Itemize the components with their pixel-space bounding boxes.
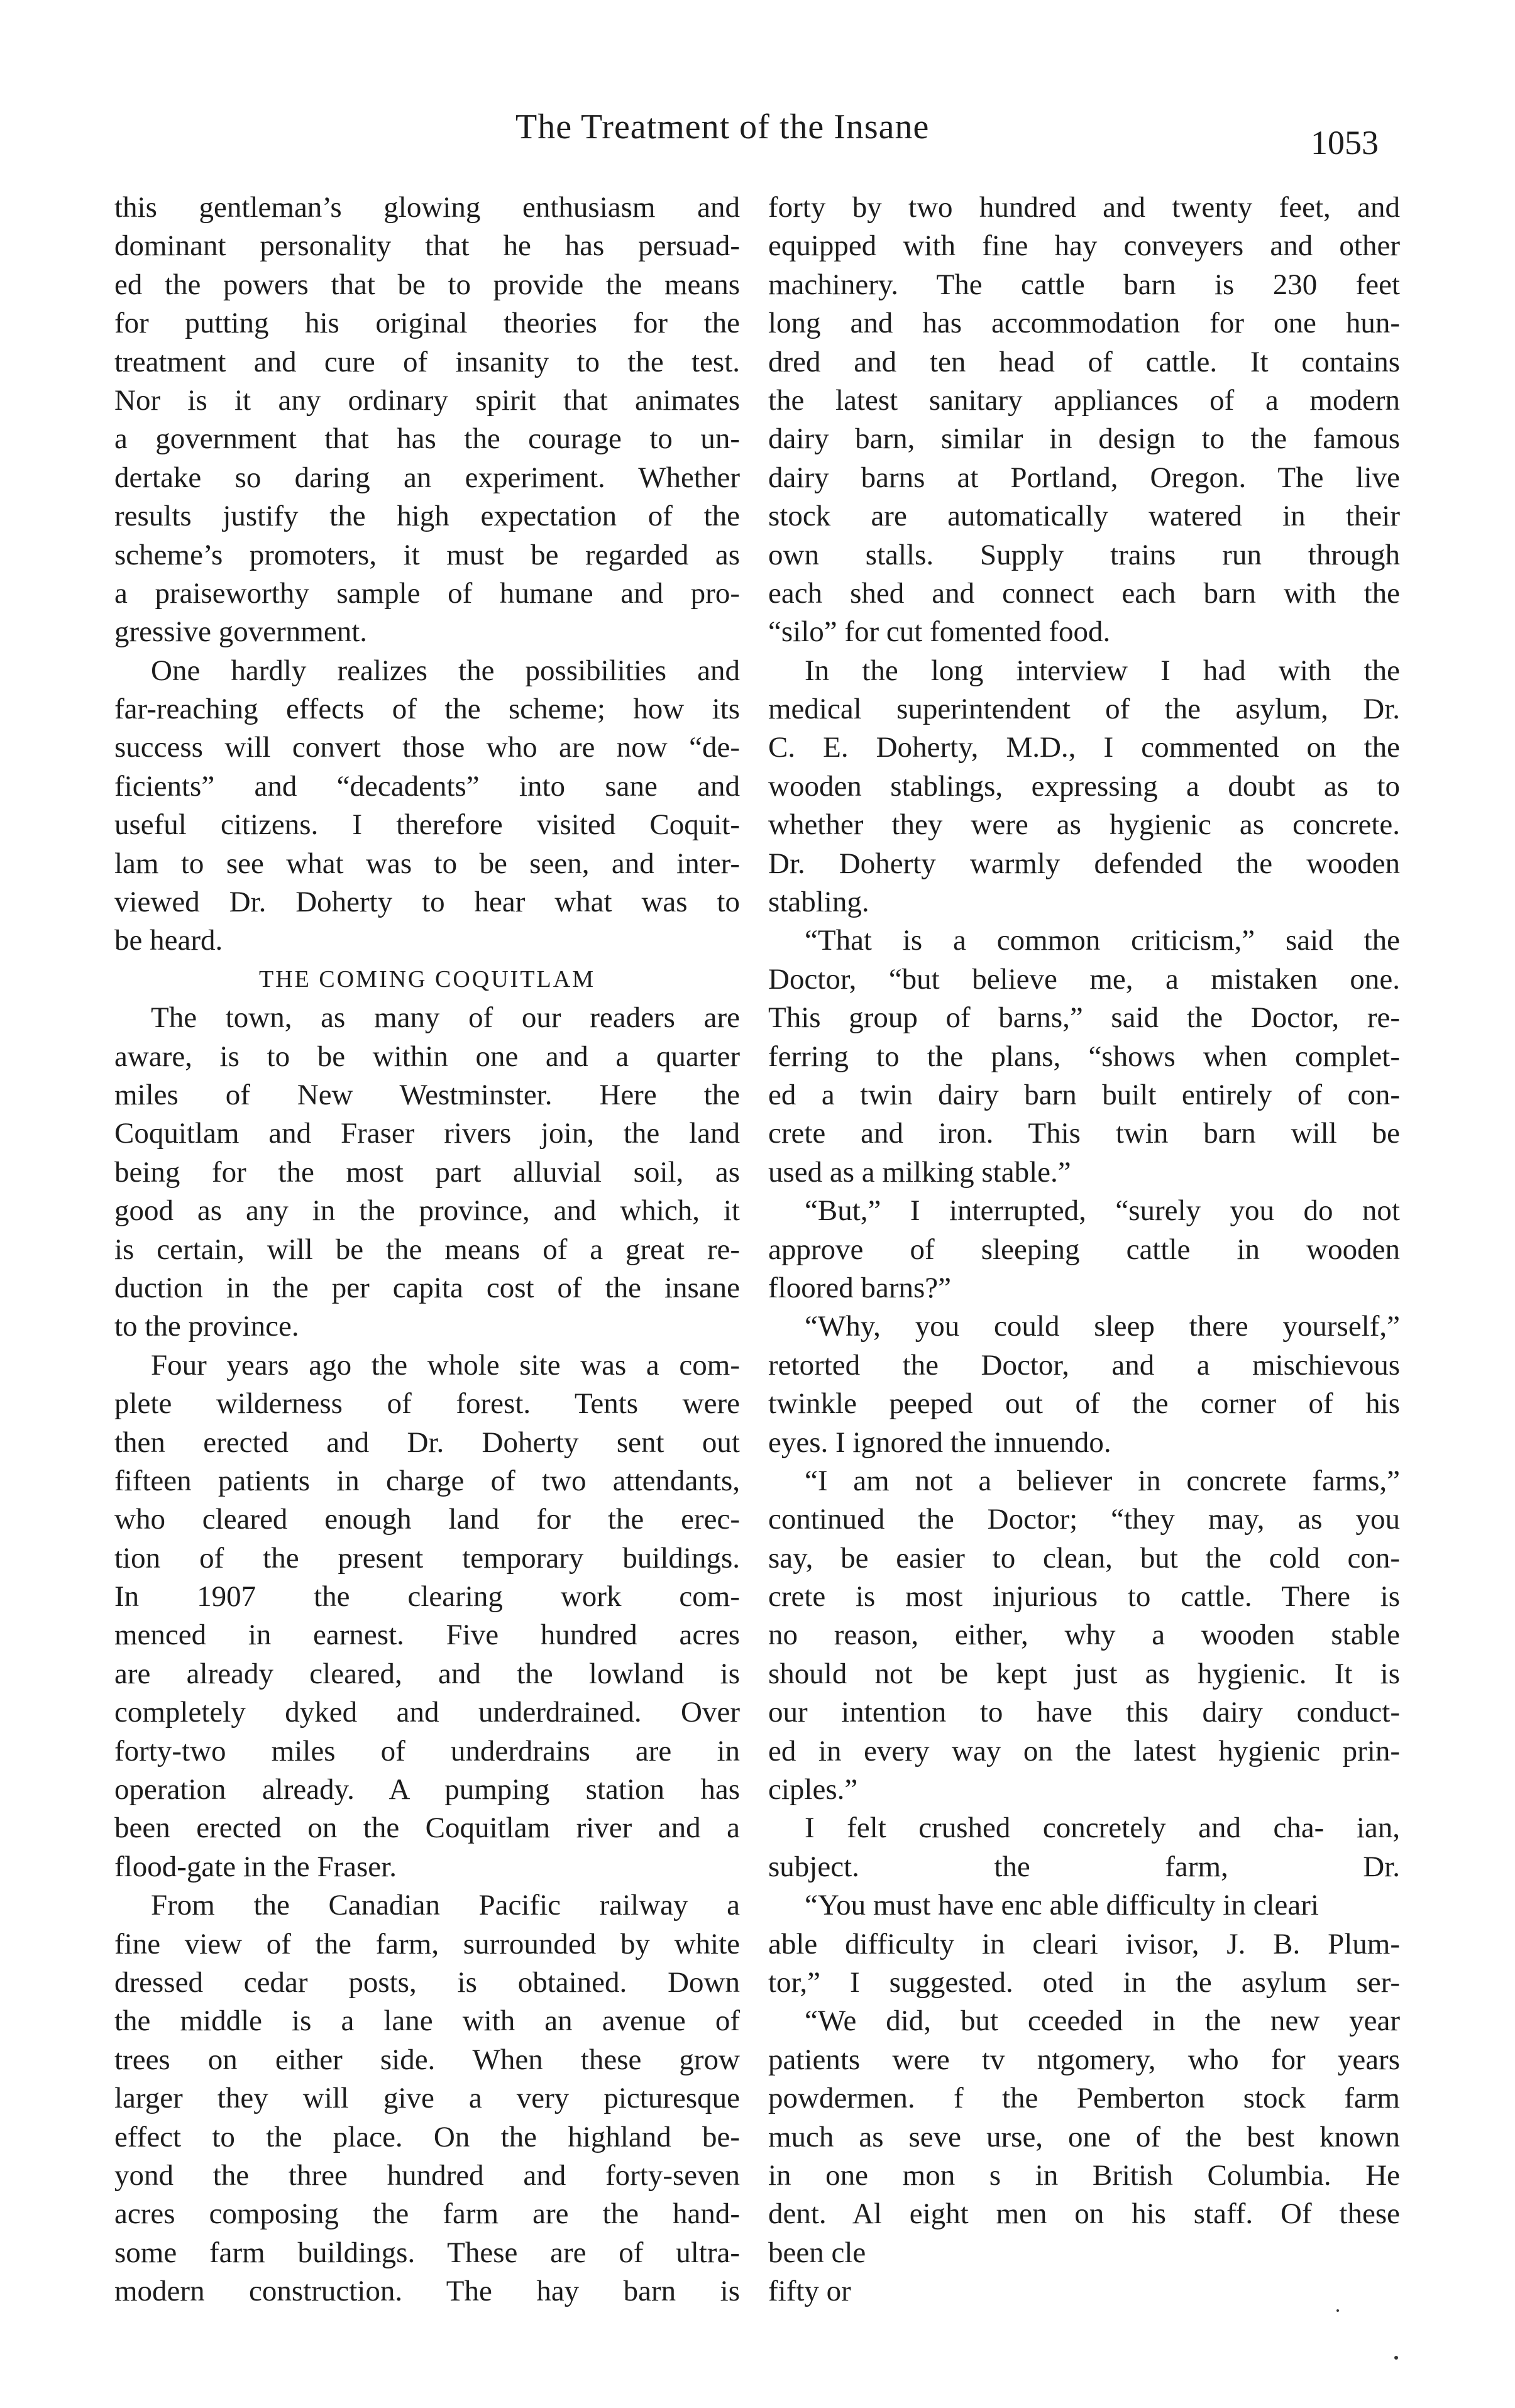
text-line: for putting his original theories for the bbox=[114, 307, 740, 340]
text-line: fifteen patients in charge of two attendants, bbox=[114, 1464, 740, 1497]
text-line: flood-gate in the Fraser. bbox=[114, 1850, 397, 1883]
text-line: being for the most part alluvial soil, as bbox=[114, 1155, 740, 1189]
text-line: treatment and cure of insanity to the test. bbox=[114, 345, 740, 378]
text-line: subject. the farm, Dr. bbox=[768, 1850, 1400, 1883]
text-line: able difficulty in cleari ivisor, J. B. Plum- bbox=[768, 1927, 1400, 1960]
text-line: C. E. Doherty, M.D., I commented on the bbox=[768, 731, 1400, 764]
text-line: aware, is to be within one and a quarter bbox=[114, 1040, 740, 1073]
text-line: be heard. bbox=[114, 924, 223, 957]
text-line: our intention to have this dairy conduct- bbox=[768, 1696, 1400, 1729]
text-line: From the Canadian Pacific railway a bbox=[151, 1889, 740, 1922]
text-line: One hardly realizes the possibilities and bbox=[151, 654, 740, 687]
text-line: plete wilderness of forest. Tents were bbox=[114, 1387, 740, 1421]
text-line: a praiseworthy sample of humane and pro- bbox=[114, 576, 740, 610]
text-line: fifty or bbox=[768, 2275, 851, 2308]
text-line: viewed Dr. Doherty to hear what was to bbox=[114, 886, 740, 919]
text-line: crete is most injurious to cattle. There is bbox=[768, 1580, 1400, 1614]
text-line: The town, as many of our readers are bbox=[151, 1001, 740, 1035]
text-line: continued the Doctor; “they may, as you bbox=[768, 1503, 1400, 1536]
text-line: own stalls. Supply trains run through bbox=[768, 538, 1400, 571]
text-line: medical superintendent of the asylum, Dr. bbox=[768, 693, 1400, 726]
text-line: completely dyked and underdrained. Over bbox=[114, 1696, 740, 1729]
text-line: dairy barns at Portland, Oregon. The live bbox=[768, 461, 1400, 494]
page-number: 1053 bbox=[1311, 124, 1379, 162]
text-line: some farm buildings. These are of ultra- bbox=[114, 2236, 740, 2269]
text-line: Dr. Doherty warmly defended the wooden bbox=[768, 847, 1400, 880]
section-heading: THE COMING COQUITLAM bbox=[259, 965, 595, 992]
text-line: tor,” I suggested. oted in the asylum ser- bbox=[768, 1965, 1400, 1999]
text-line: useful citizens. I therefore visited Coquit- bbox=[114, 808, 740, 842]
text-line: whether they were as hygienic as concrete. bbox=[768, 808, 1400, 842]
text-line: duction in the per capita cost of the insane bbox=[114, 1271, 740, 1304]
text-line: In 1907 the clearing work com- bbox=[114, 1580, 740, 1614]
text-line: are already cleared, and the lowland is bbox=[114, 1657, 740, 1690]
text-line: “We did, but cceeded in the new year bbox=[805, 2004, 1400, 2038]
text-line: floored barns?” bbox=[768, 1271, 951, 1304]
print-speck bbox=[1394, 2356, 1398, 2360]
text-line: “I am not a believer in concrete farms,” bbox=[805, 1464, 1400, 1497]
text-line: “But,” I interrupted, “surely you do not bbox=[805, 1194, 1400, 1228]
page-title: The Treatment of the Insane bbox=[515, 107, 930, 146]
text-line: Nor is it any ordinary spirit that animates bbox=[114, 383, 740, 417]
text-line: been erected on the Coquitlam river and a bbox=[114, 1811, 740, 1845]
text-line: used as a milking stable.” bbox=[768, 1155, 1071, 1189]
text-line: dred and ten head of cattle. It contains bbox=[768, 345, 1400, 378]
text-line: Coquitlam and Fraser rivers join, the land bbox=[114, 1117, 740, 1150]
text-line: “That is a common criticism,” said the bbox=[805, 924, 1400, 957]
print-speck bbox=[1336, 2309, 1339, 2312]
running-header bbox=[0, 107, 1515, 162]
text-line: much as seve urse, one of the best known bbox=[768, 2120, 1400, 2153]
text-line: wooden stablings, expressing a doubt as to bbox=[768, 769, 1400, 803]
text-line: no reason, either, why a wooden stable bbox=[768, 1619, 1400, 1652]
text-line: long and has accommodation for one hun- bbox=[768, 307, 1400, 340]
text-line: say, be easier to clean, but the cold con- bbox=[768, 1541, 1400, 1575]
text-line: “silo” for cut fomented food. bbox=[768, 615, 1111, 649]
text-line: ed in every way on the latest hygienic prin- bbox=[768, 1734, 1400, 1768]
text-line: ciples.” bbox=[768, 1773, 858, 1806]
text-line: effect to the place. On the highland be- bbox=[114, 2120, 740, 2153]
text-line: then erected and Dr. Doherty sent out bbox=[114, 1426, 740, 1459]
text-line: trees on either side. When these grow bbox=[114, 2043, 740, 2076]
text-line: miles of New Westminster. Here the bbox=[114, 1078, 740, 1111]
text-line: the latest sanitary appliances of a modern bbox=[768, 383, 1400, 417]
text-line: larger they will give a very picturesque bbox=[114, 2082, 740, 2115]
text-line: dominant personality that he has persuad- bbox=[114, 229, 740, 263]
text-line: powdermen. f the Pemberton stock farm bbox=[768, 2082, 1400, 2115]
text-line: Four years ago the whole site was a com- bbox=[151, 1348, 740, 1382]
text-line: crete and iron. This twin barn will be bbox=[768, 1117, 1400, 1150]
text-line: in one mon s in British Columbia. He bbox=[768, 2158, 1400, 2192]
text-line: acres composing the farm are the hand- bbox=[114, 2197, 740, 2231]
text-line: to the province. bbox=[114, 1310, 299, 1343]
text-line: yond the three hundred and forty-seven bbox=[114, 2158, 740, 2192]
text-line: ed the powers that be to provide the means bbox=[114, 268, 740, 301]
text-line: stabling. bbox=[768, 886, 869, 919]
text-line: forty by two hundred and twenty feet, and bbox=[768, 191, 1400, 224]
text-line: success will convert those who are now “de- bbox=[114, 731, 740, 764]
text-line: ed a twin dairy barn built entirely of con- bbox=[768, 1078, 1400, 1111]
text-line: “You must have enc able difficulty in cleari bbox=[805, 1889, 1319, 1922]
text-line: ferring to the plans, “shows when complet- bbox=[768, 1040, 1400, 1073]
text-line: scheme’s promoters, it must be regarded as bbox=[114, 538, 740, 571]
text-line: In the long interview I had with the bbox=[805, 654, 1400, 687]
text-line: lam to see what was to be seen, and inter- bbox=[114, 847, 740, 880]
text-line: retorted the Doctor, and a mischievous bbox=[768, 1348, 1400, 1382]
text-line: fine view of the farm, surrounded by white bbox=[114, 1927, 740, 1960]
text-line: been cle bbox=[768, 2236, 866, 2269]
text-line: good as any in the province, and which, it bbox=[114, 1194, 740, 1228]
text-line: I felt crushed concretely and cha- ian, bbox=[805, 1811, 1400, 1845]
text-line: patients were tv ntgomery, who for years bbox=[768, 2043, 1400, 2076]
text-line: “Why, you could sleep there yourself,” bbox=[805, 1310, 1400, 1343]
text-line: who cleared enough land for the erec- bbox=[114, 1503, 740, 1536]
text-line: equipped with fine hay conveyers and other bbox=[768, 229, 1400, 263]
text-line: each shed and connect each barn with the bbox=[768, 576, 1400, 610]
text-line: this gentleman’s glowing enthusiasm and bbox=[114, 191, 740, 224]
text-line: This group of barns,” said the Doctor, re- bbox=[768, 1001, 1400, 1035]
text-line: is certain, will be the means of a great re- bbox=[114, 1233, 740, 1266]
text-line: eyes. I ignored the innuendo. bbox=[768, 1426, 1111, 1459]
text-line: machinery. The cattle barn is 230 feet bbox=[768, 268, 1400, 301]
text-line: results justify the high expectation of the bbox=[114, 500, 740, 533]
text-line: a government that has the courage to un- bbox=[114, 422, 740, 456]
text-line: dertake so daring an experiment. Whether bbox=[114, 461, 740, 494]
text-line: menced in earnest. Five hundred acres bbox=[114, 1619, 740, 1652]
text-line: should not be kept just as hygienic. It is bbox=[768, 1657, 1400, 1690]
text-line: dressed cedar posts, is obtained. Down bbox=[114, 1965, 740, 1999]
text-line: ficients” and “decadents” into sane and bbox=[114, 769, 740, 803]
text-line: gressive government. bbox=[114, 615, 368, 649]
text-line: Doctor, “but believe me, a mistaken one. bbox=[768, 962, 1400, 996]
text-line: tion of the present temporary buildings. bbox=[114, 1541, 740, 1575]
text-line: operation already. A pumping station has bbox=[114, 1773, 740, 1806]
left-column bbox=[114, 189, 740, 2311]
text-line: forty-two miles of underdrains are in bbox=[114, 1734, 740, 1768]
text-line: stock are automatically watered in their bbox=[768, 500, 1400, 533]
text-line: modern construction. The hay barn is bbox=[114, 2275, 740, 2308]
text-line: dent. Al eight men on his staff. Of these bbox=[768, 2197, 1400, 2231]
text-line: the middle is a lane with an avenue of bbox=[114, 2004, 740, 2038]
text-line: approve of sleeping cattle in wooden bbox=[768, 1233, 1400, 1266]
right-column bbox=[768, 189, 1400, 2311]
text-line: far-reaching effects of the scheme; how its bbox=[114, 693, 740, 726]
text-line: twinkle peeped out of the corner of his bbox=[768, 1387, 1400, 1421]
text-line: dairy barn, similar in design to the famous bbox=[768, 422, 1400, 456]
